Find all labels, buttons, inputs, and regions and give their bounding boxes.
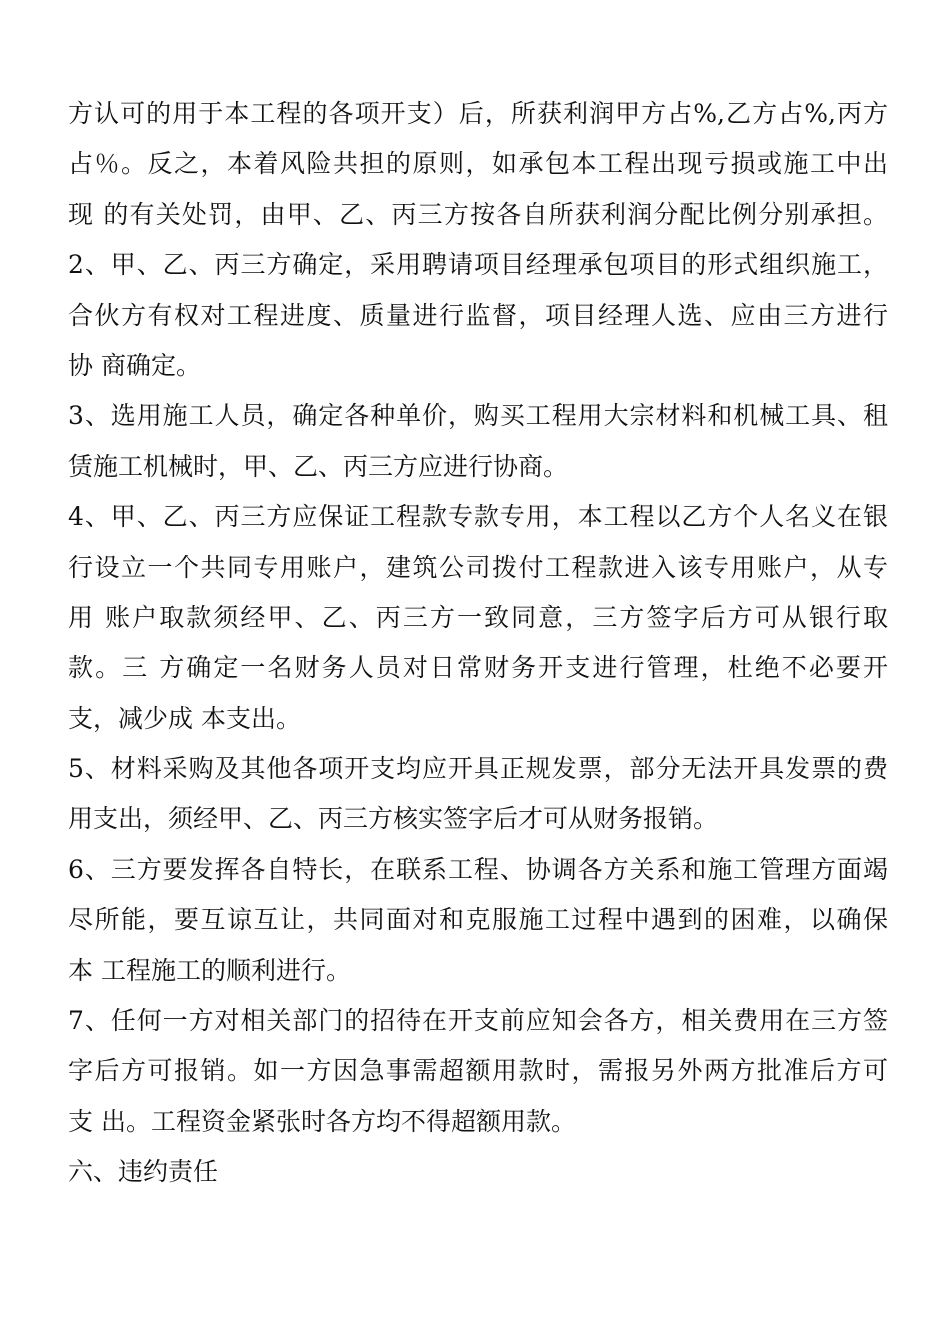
- text-line: 方认可的用于本工程的各项开支）后，所获利润甲方占%,乙方占%,丙方: [68, 99, 888, 128]
- document-body: [68, 89, 888, 1198]
- text-line: 用 账户取款须经甲、乙、丙三方一致同意，三方签字后方可从银行取: [68, 602, 888, 632]
- text-line: 7、任何一方对相关部门的招待在开支前应知会各方，相关费用在三方签: [68, 1006, 888, 1036]
- text-line: 行设立一个共同专用账户，建筑公司拨付工程款进入该专用账户，从专: [68, 552, 888, 582]
- text-line: 支，减少成 本支出。: [68, 703, 301, 733]
- text-line: 协 商确定。: [68, 350, 201, 380]
- text-line: 5、材料采购及其他各项开支均应开具正规发票，部分无法开具发票的费: [68, 754, 888, 784]
- text-line: 字后方可报销。如一方因急事需超额用款时，需报另外两方批准后方可: [68, 1056, 888, 1086]
- text-line: 现 的有关处罚，由甲、乙、丙三方按各自所获利润分配比例分别承担。: [68, 199, 888, 229]
- text-line: 用支出，须经甲、乙、丙三方核实签字后才可从财务报销。: [68, 804, 719, 834]
- section-heading: 六、违约责任: [68, 1157, 219, 1187]
- text-line: 款。三 方确定一名财务人员对日常财务开支进行管理，杜绝不必要开: [68, 653, 888, 683]
- text-line: 支 出。工程资金紧张时各方均不得超额用款。: [68, 1106, 576, 1136]
- text-line: 本 工程施工的顺利进行。: [68, 955, 351, 985]
- text-line: 6、三方要发挥各自特长，在联系工程、协调各方关系和施工管理方面竭: [68, 854, 888, 884]
- text-line: 尽所能，要互谅互让，共同面对和克服施工过程中遇到的困难，以确保: [68, 905, 888, 935]
- text-line: 赁施工机械时，甲、乙、丙三方应进行协商。: [68, 451, 569, 481]
- text-line: 2、甲、乙、丙三方确定，采用聘请项目经理承包项目的形式组织施工，: [68, 250, 888, 280]
- text-line: 3、选用施工人员，确定各种单价，购买工程用大宗材料和机械工具、租: [68, 401, 888, 431]
- text-line: 合伙方有权对工程进度、质量进行监督，项目经理人选、应由三方进行: [68, 300, 888, 330]
- text-line: 占％。反之，本着风险共担的原则，如承包本工程出现亏损或施工中出: [68, 149, 888, 179]
- text-line: 4、甲、乙、丙三方应保证工程款专款专用，本工程以乙方个人名义在银: [68, 502, 888, 532]
